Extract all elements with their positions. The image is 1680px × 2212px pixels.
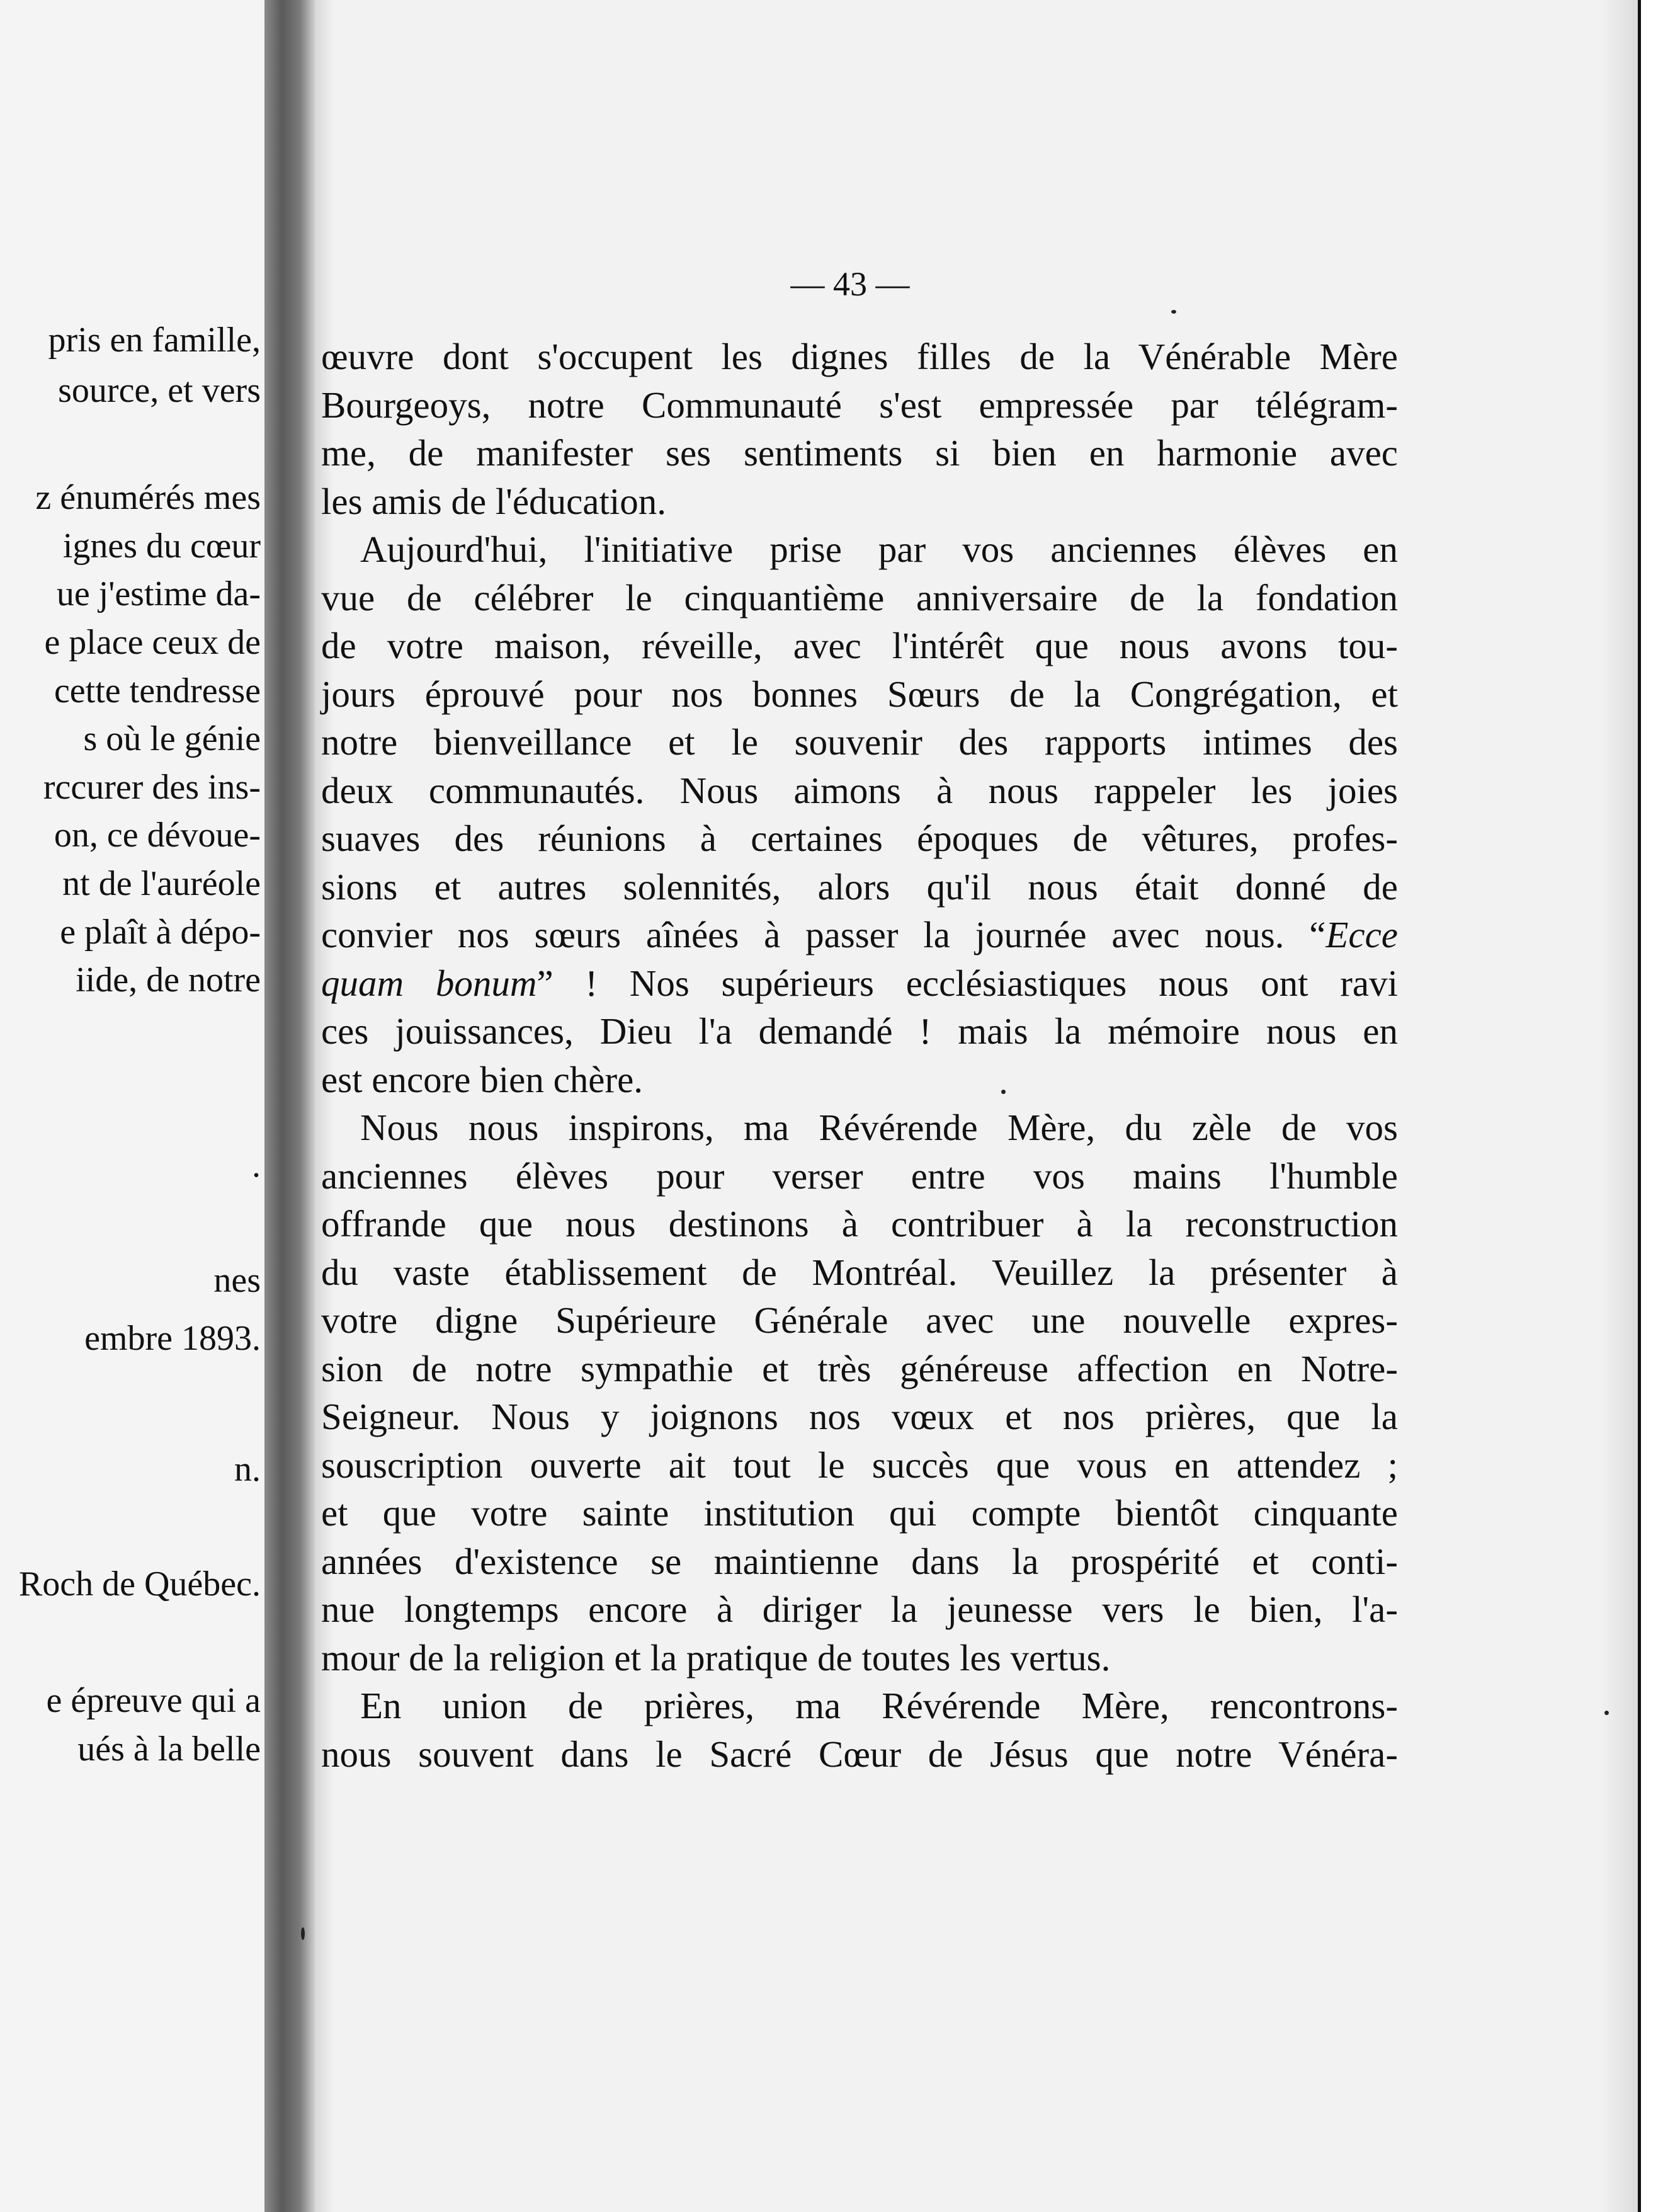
left-page-line: . bbox=[252, 1146, 261, 1185]
text-line: nous souvent dans le Sacré Cœur de Jésus que notre Vénéra- bbox=[321, 1733, 1398, 1775]
text-line: du vaste établissement de Montréal. Veuillez la présenter à bbox=[321, 1251, 1398, 1293]
text-line: offrande que nous destinons à contribuer à la reconstruction bbox=[321, 1203, 1398, 1245]
text-line: anciennes élèves pour verser entre vos mains l'humble bbox=[321, 1154, 1398, 1197]
text-line: souscription ouverte ait tout le succès que vous en attendez ; bbox=[321, 1444, 1398, 1486]
text-line: années d'existence se maintienne dans la prospérité et conti- bbox=[321, 1540, 1398, 1582]
left-page-line: e plaît à dépo- bbox=[60, 913, 261, 952]
left-page-line: pris en famille, bbox=[48, 321, 261, 360]
text-line: les amis de l'éducation. bbox=[321, 480, 667, 522]
text-line: deux communautés. Nous aimons à nous rappeler les joies bbox=[321, 769, 1398, 811]
left-page-line: embre 1893. bbox=[84, 1319, 261, 1358]
scan-speck bbox=[1001, 1090, 1006, 1094]
left-page-line: ués à la belle bbox=[77, 1730, 261, 1769]
text-line: suaves des réunions à certaines époques de vêtures, profes- bbox=[321, 818, 1398, 859]
text-line: quam bonum” ! Nos supérieurs ecclésiastiques nous ont ravi bbox=[321, 962, 1398, 1004]
left-facing-page bbox=[0, 0, 264, 2212]
text-line: Nous nous inspirons, ma Révérende Mère, du zèle de vos bbox=[360, 1107, 1398, 1148]
text-line: votre digne Supérieure Générale avec une nouvelle expres- bbox=[321, 1299, 1398, 1341]
page-number: — 43 — bbox=[790, 265, 910, 303]
left-page-line: nt de l'auréole bbox=[62, 864, 261, 903]
left-page-line: ue j'estime da- bbox=[56, 574, 261, 613]
page-edge-shadow bbox=[1600, 0, 1638, 2212]
left-page-line: n. bbox=[234, 1450, 261, 1489]
left-page-line: on, ce dévoue- bbox=[54, 816, 261, 855]
scan-speck bbox=[301, 1927, 305, 1940]
text-line: Bourgeoys, notre Communauté s'est empressée par télégram- bbox=[321, 384, 1398, 426]
left-page-line: z énumérés mes bbox=[35, 478, 261, 517]
text-line: mour de la religion et la pratique de toutes les vertus. bbox=[321, 1636, 1111, 1679]
text-line: me, de manifester ses sentiments si bien en harmonie avec bbox=[321, 432, 1398, 474]
scan-speck bbox=[1171, 310, 1176, 314]
paragraph bbox=[321, 1682, 1398, 1778]
text-line: ces jouissances, Dieu l'a demandé ! mais la mémoire nous en bbox=[321, 1010, 1398, 1052]
scan-speck bbox=[1604, 1711, 1609, 1715]
text-line: Seigneur. Nous y joignons nos vœux et nos prières, que la bbox=[321, 1396, 1398, 1437]
text-line: En union de prières, ma Révérende Mère, rencontrons- bbox=[360, 1685, 1398, 1726]
paragraph bbox=[321, 333, 1398, 525]
paragraph bbox=[321, 525, 1398, 1103]
text-line: notre bienveillance et le souvenir des rapports intimes des bbox=[321, 721, 1398, 763]
text-line: sions et autres solennités, alors qu'il nous était donné de bbox=[321, 865, 1398, 908]
left-page-line: iide, de notre bbox=[76, 961, 261, 1000]
left-page-line: e épreuve qui a bbox=[46, 1681, 261, 1720]
text-line: et que votre sainte institution qui compte bientôt cinquante bbox=[321, 1492, 1398, 1534]
book-gutter bbox=[264, 0, 315, 2212]
left-page-line: e place ceux de bbox=[44, 623, 261, 662]
text-line: œuvre dont s'occupent les dignes filles de la Vénérable Mère bbox=[321, 336, 1398, 377]
text-line: de votre maison, réveille, avec l'intérêt que nous avons tou- bbox=[321, 625, 1398, 666]
text-line: nue longtemps encore à diriger la jeunesse vers le bien, l'a- bbox=[321, 1588, 1398, 1630]
text-line: Aujourd'hui, l'initiative prise par vos anciennes élèves en bbox=[360, 528, 1398, 570]
page-body bbox=[321, 333, 1398, 1778]
text-line: vue de célébrer le cinquantième anniversaire de la fondation bbox=[321, 576, 1398, 619]
left-page-line: cette tendresse bbox=[54, 671, 261, 710]
paragraph bbox=[321, 1103, 1398, 1682]
left-page-line: rccurer des ins- bbox=[43, 768, 261, 807]
left-page-line: s où le génie bbox=[83, 719, 261, 758]
left-page-line: source, et vers bbox=[58, 371, 261, 410]
text-line: convier nos sœurs aînées à passer la journée avec nous. “Ecce bbox=[321, 914, 1398, 955]
left-page-line: ignes du cœur bbox=[62, 527, 261, 566]
left-page-line: nes bbox=[213, 1261, 261, 1300]
text-line: sion de notre sympathie et très généreuse affection en Notre- bbox=[321, 1347, 1398, 1389]
left-page-line: Roch de Québec. bbox=[18, 1565, 261, 1604]
text-line: jours éprouvé pour nos bonnes Sœurs de la Congrégation, et bbox=[321, 673, 1398, 715]
text-line: est encore bien chère. bbox=[321, 1058, 644, 1100]
page-right-border bbox=[1638, 0, 1680, 2212]
